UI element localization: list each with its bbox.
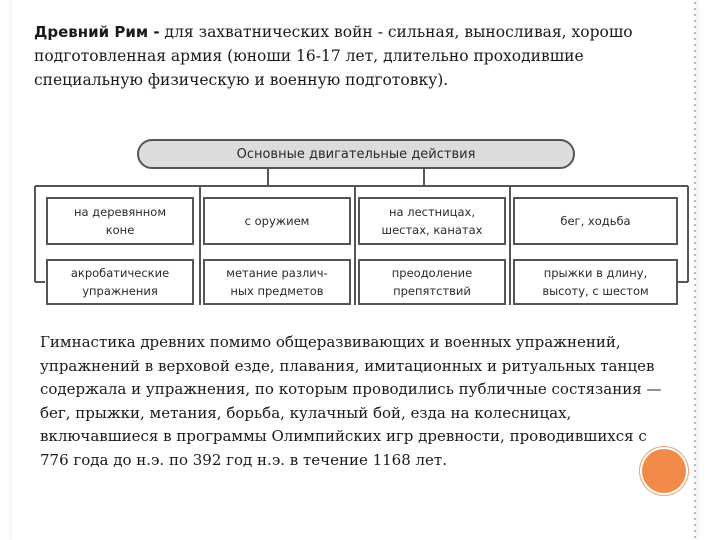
action-box-ladders: на лестницах, шестах, канатах <box>358 197 506 245</box>
intro-heading: Древний Рим - <box>34 23 160 41</box>
action-box-obstacles: преодоление препятствий <box>358 259 506 305</box>
action-box-wooden-horse: на деревянном коне <box>46 197 194 245</box>
decorative-circle <box>642 449 686 493</box>
action-box-acrobatics: акробатические упражнения <box>46 259 194 305</box>
dotted-border <box>694 0 696 540</box>
action-box-jumps: прыжки в длину, высоту, с шестом <box>513 259 678 305</box>
action-box-weapons: с оружием <box>203 197 351 245</box>
action-box-throwing: метание различ- ных предметов <box>203 259 351 305</box>
gymnastics-paragraph: Гимнастика древних помимо общеразвивающих и военных упражнений, упражнений в верховой езде, плавания, имитационных и ритуальных танцев содержала и упражнения, по которым проводились публичные состязания — бег, прыжки, метания, борьба, кулачный бой, езда на колесницах, включавшиеся в программы Олимпийских игр древности, проводившихся с 776 года до н.э. по 392 год н.э. в течение 1168 лет. <box>40 333 662 469</box>
action-box-running: бег, ходьба <box>513 197 678 245</box>
intro-text: для захватнических войн - сильная, выносливая, хорошо подготовленная армия (юноши 16-17 лет, длительно проходившие специальную физическую и военную подготовку). <box>34 23 633 89</box>
diagram-title: Основные двигательные действия <box>137 139 575 169</box>
intro-paragraph <box>34 20 644 92</box>
